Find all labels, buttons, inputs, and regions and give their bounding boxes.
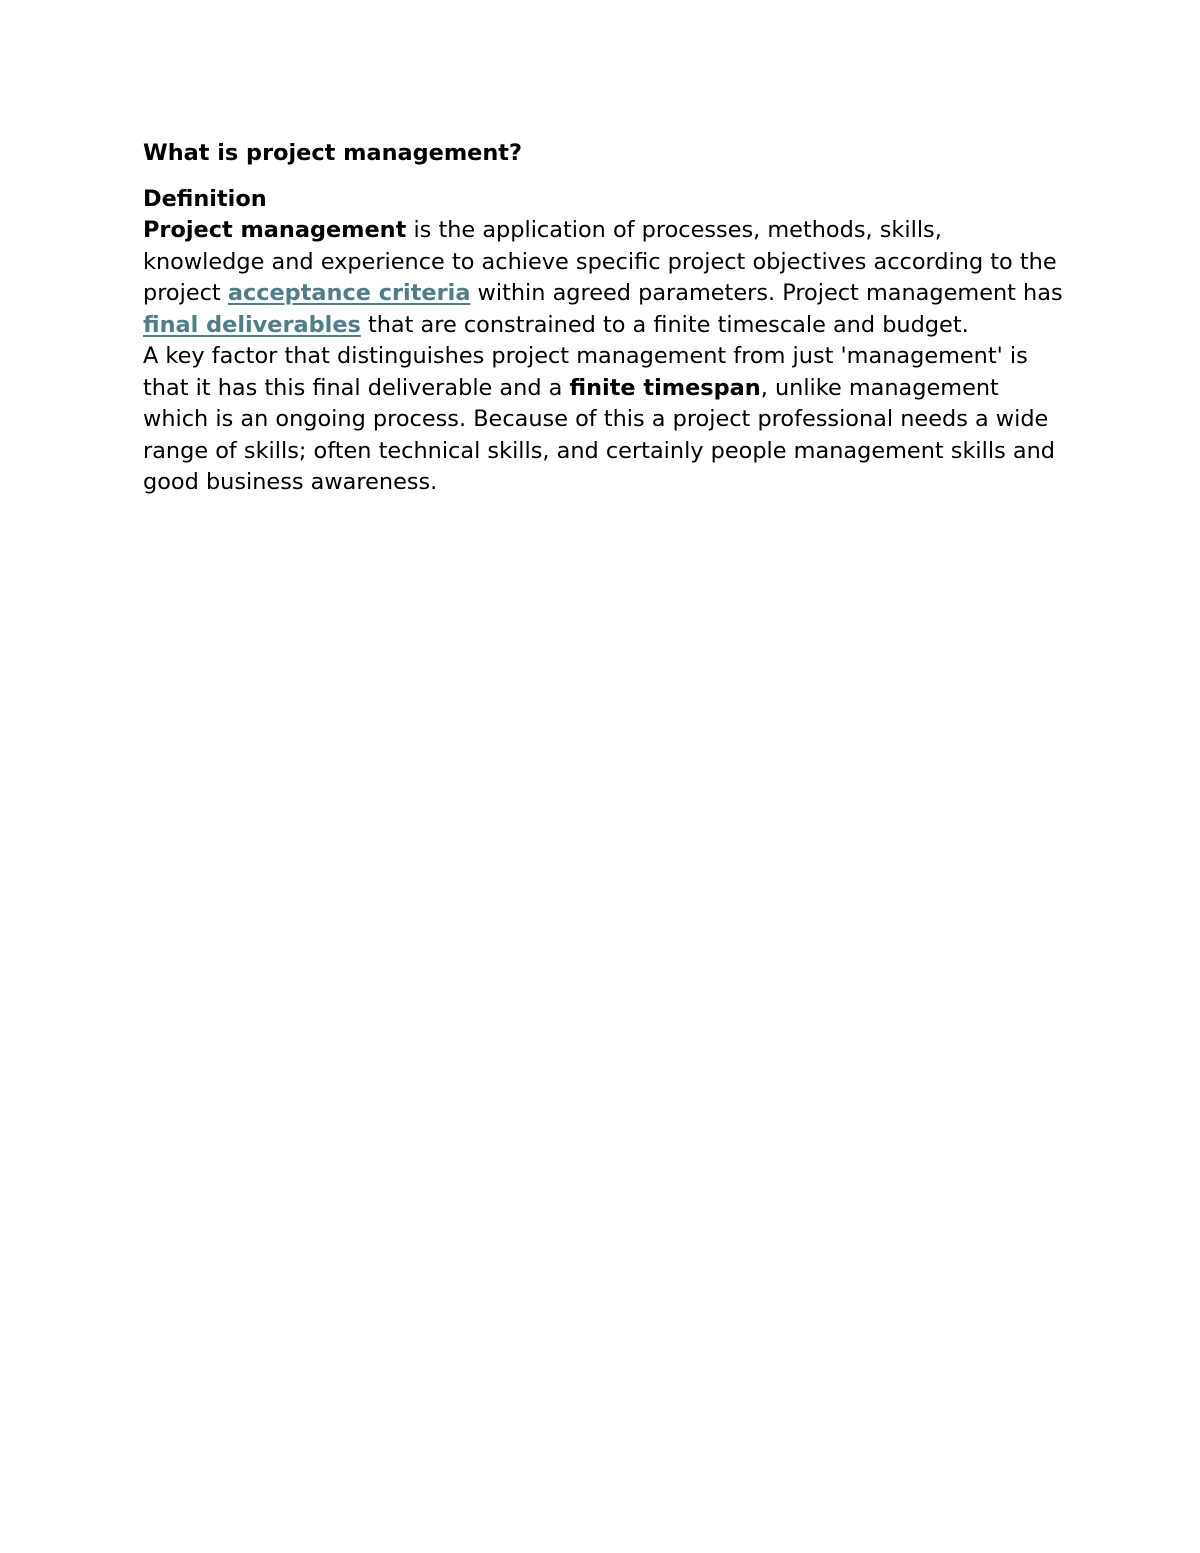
paragraph-text: , unlike management which is an ongoing process. Because of this a project professional needs a wide range of skills; often technical skills, and certainly people management skills and good business awareness.: [143, 374, 1055, 495]
paragraph-text: within agreed parameters. Project management has: [470, 280, 1063, 306]
section-heading: Definition: [143, 185, 267, 212]
bold-term-finite-timespan: finite timespan: [569, 374, 761, 401]
paragraph-text: is the application of processes, methods, skills, knowledge and experience to achieve specific project objectives according to the project: [143, 217, 1057, 306]
bold-term-project-management: Project management: [143, 217, 407, 243]
paragraph-text: A key factor that distinguishes project management from just 'management' is that it has this final deliverable and a: [143, 343, 1028, 401]
page-title: What is project management?: [143, 140, 522, 166]
key-factor-paragraph: [143, 341, 1068, 499]
final-deliverables-link[interactable]: final deliverables: [143, 311, 361, 338]
paragraph-text: that are constrained to a finite timescale and budget.: [360, 311, 969, 338]
document-body: [143, 138, 1068, 499]
acceptance-criteria-link[interactable]: acceptance criteria: [227, 280, 471, 306]
definition-paragraph: [143, 215, 1068, 341]
